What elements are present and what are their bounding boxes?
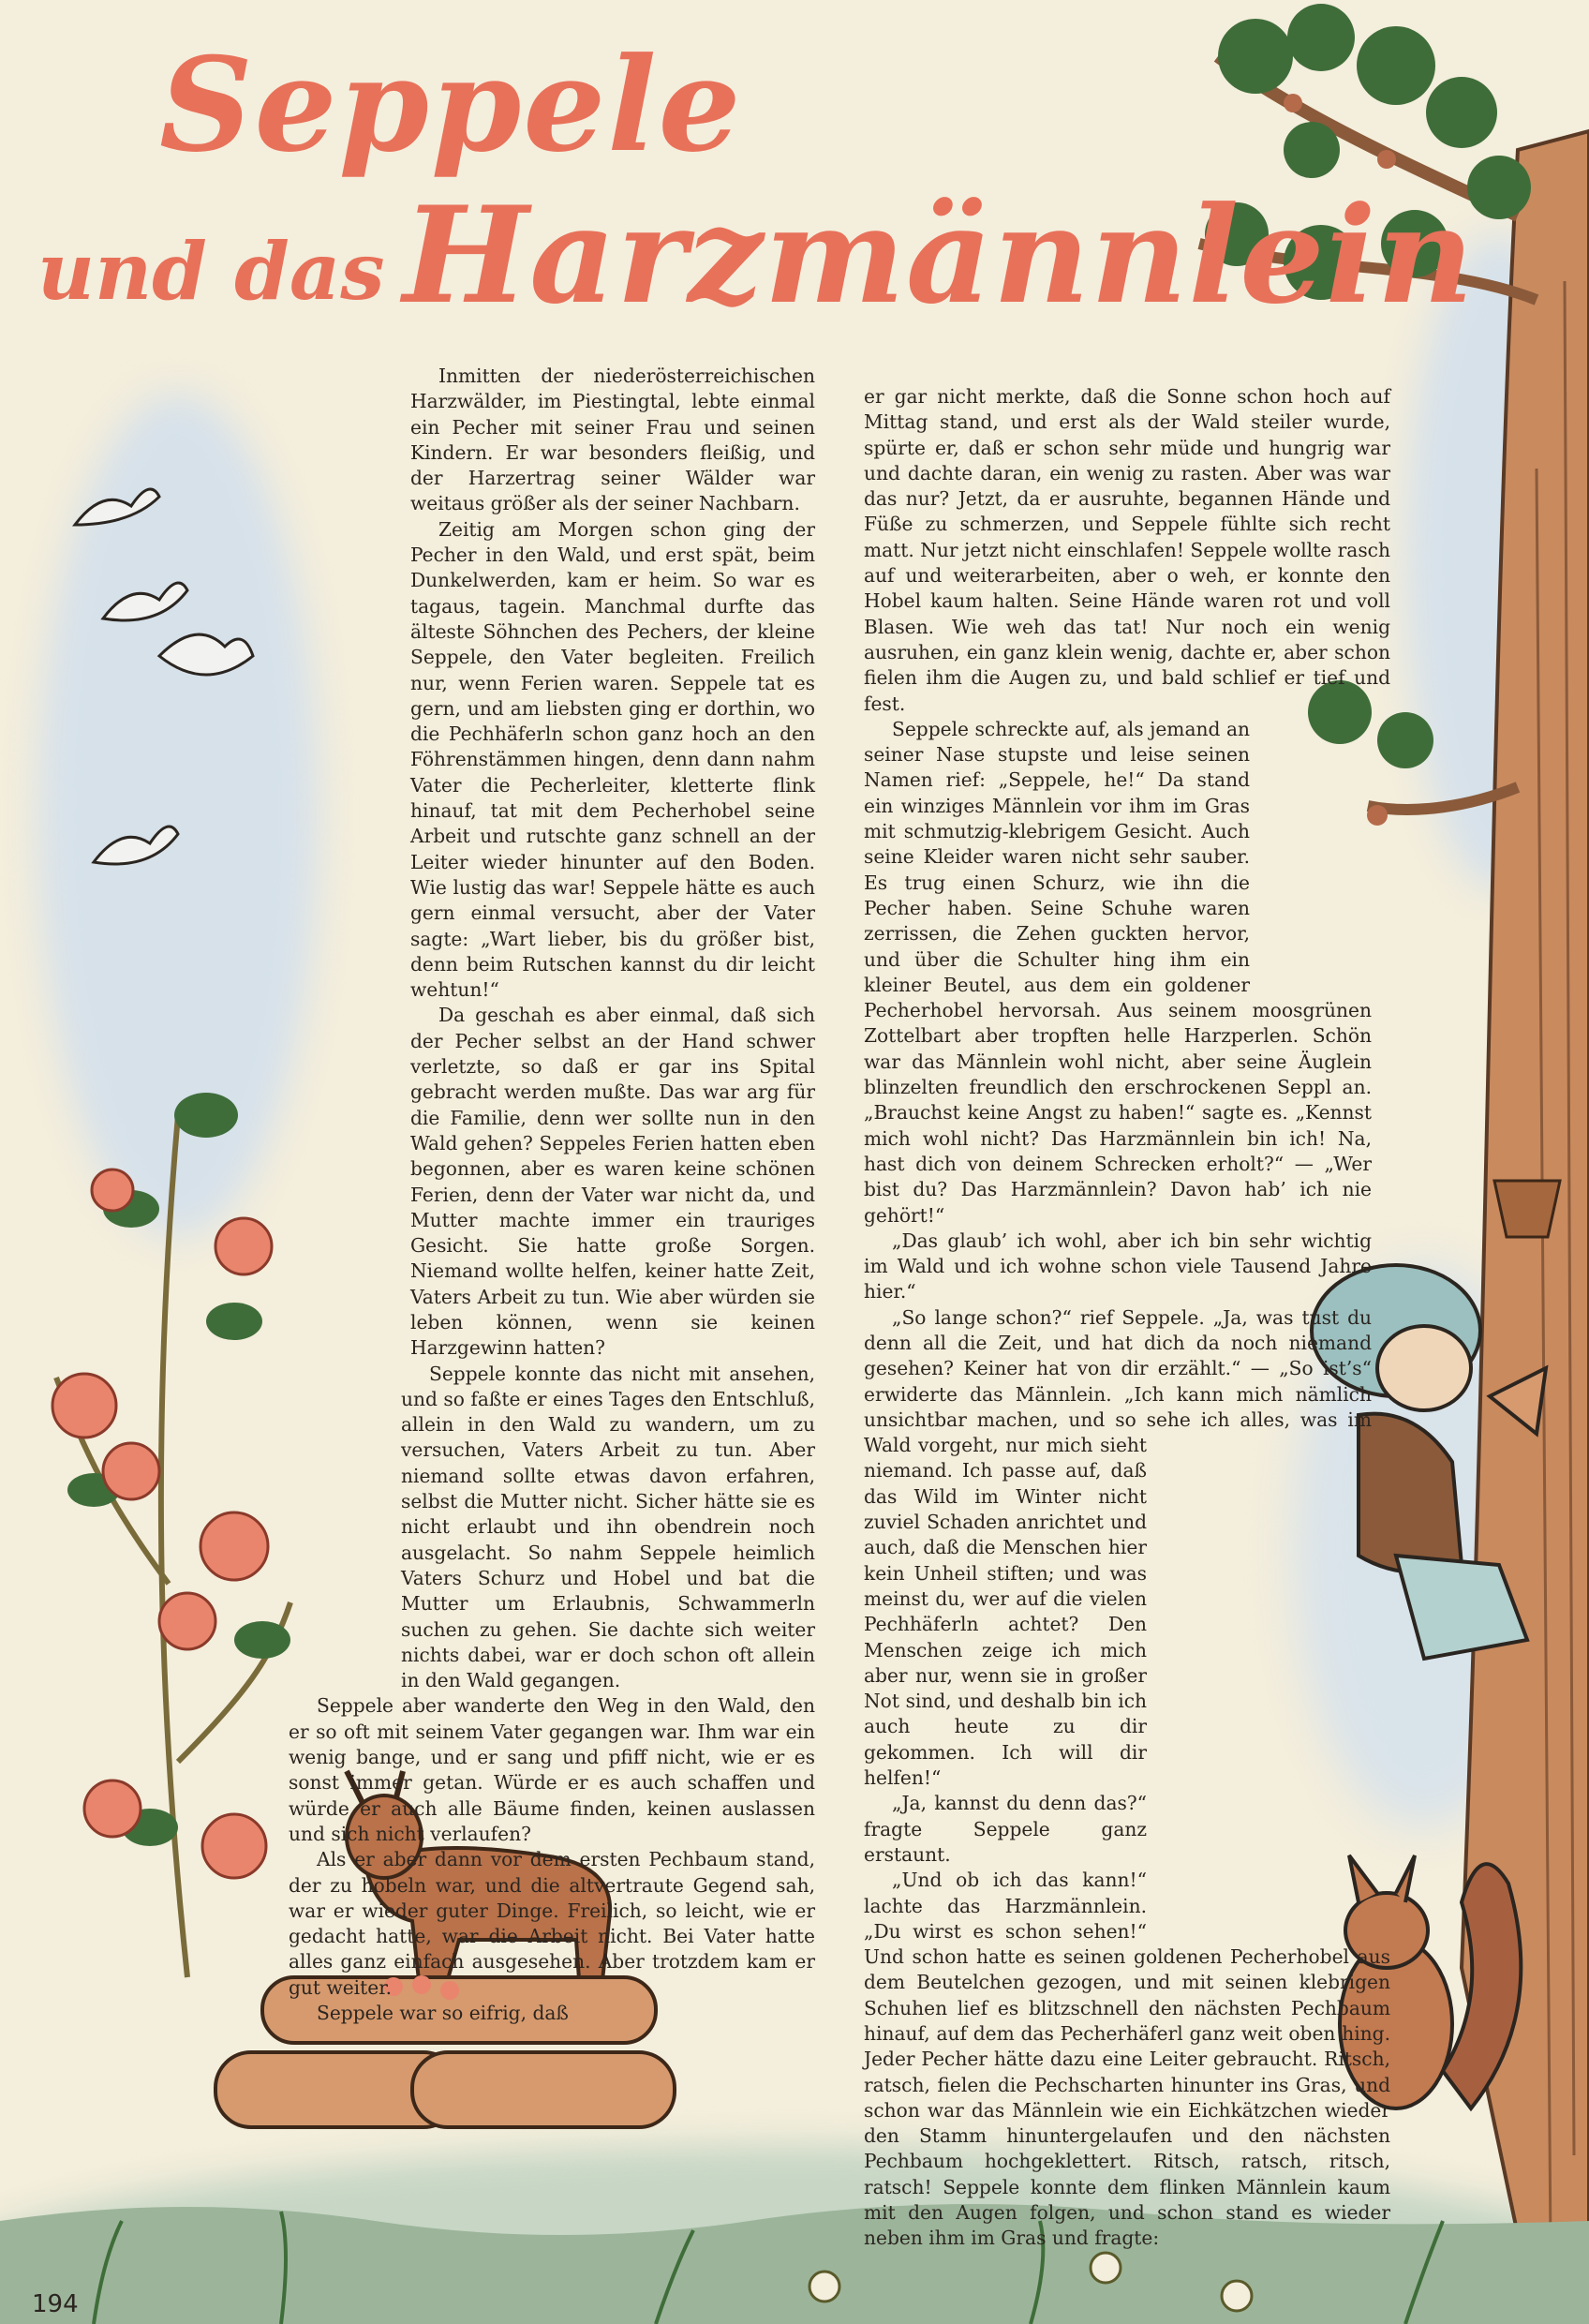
birds	[66, 469, 253, 900]
page-title-line-1: Seppele	[159, 28, 743, 181]
paragraph: Zeitig am Morgen schon ging der Pecher in den Wald, und erst spät, beim Dunkelwerden, kam er heim. So war es tagaus, tagein. Manchmal durfte das älteste Söhnchen des Pechers, der kleine Seppele, den Vater begleiten. Freilich nur, wenn Ferien waren. Seppele tat es gern, und am liebsten ging er dorthin, wo die Pechhäferln schon ganz hoch an den Föhrenstämmen hingen, denn dann nahm Vater die Pecherleiter, kletterte flink hinauf, tat mit dem Pecherhobel seine Arbeit und rutschte ganz schnell an der Leiter wieder hinunter auf den Boden. Wie lustig das war! Seppele hätte es auch gern einmal versucht, aber der Vater sagte: „Wart lieber, bis du größer bist, denn beim Rutschen kannst du dir leicht wehtun!“	[410, 517, 815, 1002]
paragraph: „Ja, kannst du denn das?“ fragte Seppele ganz erstaunt.	[864, 1792, 1147, 1866]
paragraph: „So lange schon?“ rief Seppele. „Ja, was tust du denn all die Zeit, und hat dich da noch niemand gesehen? Keiner hat von dir erzählt.“ — „So ist’s“ erwiderte das Männlein. „Ich kann mich nämlich unsichtbar machen, und so sehe ich alles, was im Wald vorgeht, nur mich sieht niemand. Ich passe auf, daß das Wild im Winter nicht zuviel Schaden anrichtet und auch, daß die Menschen hier kein Unheil stiften; und was meinst du, wer auf die vielen Pechhäferln achtet? Den Menschen zeige ich mich aber nur, wenn sie in großer Not sind, und deshalb bin ich auch heute zu dir gekommen. Ich will dir helfen!“	[864, 1305, 1372, 1790]
paragraph: „Und ob ich das kann!“ lachte das Harzmännlein. „Du wirst es schon sehen!“ Und schon hatte es seinen goldenen Pecherhobel aus dem Beutelchen gezogen, und mit seinen klebrigen Schuhen lief es blitzschnell den nächsten Pechbaum hinauf, auf dem das Pecherhäferl ganz weit oben hing. Jeder Pecher hätte dazu eine Leiter gebraucht. Ritsch, ratsch, fielen die Pechscharten hinunter ins Gras, und schon war das Männlein wie ein Eichkätzchen wieder den Stamm hinuntergelaufen und den nächsten Pechbaum hochgeklettert. Ritsch, ratsch, ritsch, ratsch! Seppele konnte dem flinken Männlein kaum mit den Augen folgen, und schon stand es wieder neben ihm im Gras und fragte:	[864, 1869, 1390, 2250]
page-number: 194	[32, 2290, 79, 2318]
paragraph: Seppele schreckte auf, als jemand an seiner Nase stupste und leise seinen Namen rief: „Seppele, he!“ Da stand ein winziges Männlein vor ihm im Gras mit schmutzig-klebrigem Gesicht. Auch seine Kleider waren nicht sehr sauber. Es trug einen Schurz, wie ihn die Pecher haben. Seine Schuhe waren zerrissen, die Zehen guckten hervor, und über die Schulter hing ihm ein kleiner Beutel, aus dem ein goldener Pecherhobel hervorsah. Aus seinem moosgrünen Zottelbart aber tropften helle Harzperlen. Schön war das Männlein wohl nicht, aber seine Äuglein blinzelten freundlich den erschrockenen Seppl an. „Brauchst keine Angst zu haben!“ sagte es. „Kennst mich wohl nicht? Das Harzmännlein bin ich! Na, hast dich von deinem Schrecken erholt?“ — „Wer bist du? Das Harzmännlein? Davon hab’ ich nie gehört!“	[864, 717, 1372, 1227]
paragraph: Da geschah es aber einmal, daß sich der Pecher selbst an der Hand schwer verletzte, so daß er gar ins Spital gebracht werden mußte. Das war arg für die Familie, denn wer sollte nun in den Wald gehen? Seppeles Ferien hatten eben begonnen, aber es waren keine schönen Ferien, denn der Vater war nicht da, und Mutter machte immer ein trauriges Gesicht. Sie hatte große Sorgen. Niemand wollte helfen, keiner hatte Zeit, Vaters Arbeit zu tun. Wie aber würden sie leben können, wenn sie keinen Harzgewinn hatten?	[410, 1004, 815, 1360]
story-column-left	[289, 364, 815, 2026]
paragraph: Seppele konnte das nicht mit ansehen, und so faßte er eines Tages den Entschluß, allein in den Wald zu wandern, um zu versuchen, Vaters Arbeit zu tun. Aber niemand sollte etwas davon erfahren, selbst die Mutter nicht. Sicher hätte sie es nicht erlaubt und ihn obendrein noch ausgelacht. So nahm Seppele heimlich Vaters Schurz und Hobel und bat die Mutter um Erlaubnis, Schwammerln suchen zu gehen. Sie dachte sich weiter nichts dabei, war er doch schon oft allein in den Wald gegangen.	[401, 1362, 815, 1692]
paragraph: Als er aber dann vor dem ersten Pechbaum stand, der zu hobeln war, und die altvertraute Gegend sah, war er wieder guter Dinge. Freilich, so leicht, wie er gedacht hatte, war die Arbeit nicht. Bei Vater hatte alles ganz einfach ausgesehen. Aber trotzdem kam er gut weiter.	[289, 1848, 815, 1999]
story-column-right	[864, 384, 1390, 2252]
paragraph: „Das glaub’ ich wohl, aber ich bin sehr wichtig im Wald und ich wohne schon viele Tausend Jahre hier.“	[864, 1229, 1372, 1304]
page-title-line-2-prefix: und das	[37, 225, 385, 318]
paragraph: Seppele aber wanderte den Weg in den Wald, den er so oft mit seinem Vater gegangen war. Ihm war ein wenig bange, und er sang und pfiff nicht, wie er es sonst immer getan. Würde er es auch schaffen und würde er auch alle Bäume finden, keinen auslassen und sich nicht verlaufen?	[289, 1694, 815, 1845]
pitch-cup	[1490, 1162, 1565, 1246]
paragraph: Inmitten der niederösterreichischen Harzwälder, im Piestingtal, lebte einmal ein Pecher mit seiner Frau und seinen Kindern. Er war besonders fleißig, und der Harzertrag seiner Wälder war weitaus größer als der seiner Nachbarn.	[410, 365, 815, 515]
paragraph: er gar nicht merkte, daß die Sonne schon hoch auf Mittag stand, und erst als der Wald steiler wurde, spürte er, daß er schon sehr müde und hungrig war und dachte daran, ein wenig zu rasten. Aber was war das nur? Jetzt, da er ausruhte, begannen Hände und Füße zu schmerzen, und Seppele fühlte sich recht matt. Nur jetzt nicht einschlafen! Seppele wollte rasch auf und weiterarbeiten, aber o weh, er konnte den Hobel kaum halten. Seine Hände waren rot und voll Blasen. Wie weh das tat! Nur noch ein wenig ausruhen, ein ganz klein wenig, dachte er, aber schon fielen ihm die Augen zu, und bald schlief er tief und fest.	[864, 385, 1390, 715]
paragraph: Seppele war so eifrig, daß	[317, 2002, 569, 2024]
page-title-line-2: Harzmännlein	[403, 178, 1475, 334]
